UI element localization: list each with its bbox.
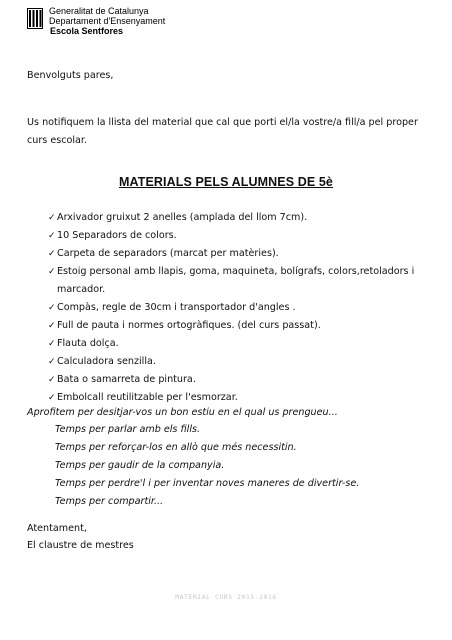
generalitat-logo-icon	[27, 8, 43, 30]
intro-paragraph: Us notifiquem la llista del material que cal que porti el/la vostre/a fill/a pel proper curs escolar.	[27, 117, 418, 146]
list-item: ✓ Bata o samarreta de pintura.	[48, 371, 428, 389]
checkmark-icon: ✓	[48, 339, 56, 349]
materials-list	[48, 209, 428, 407]
checkmark-icon: ✓	[48, 231, 56, 241]
checkmark-icon: ✓	[48, 267, 56, 277]
organization-name	[49, 6, 165, 36]
org-line-1: Generalitat de Catalunya	[49, 6, 149, 16]
checkmark-icon: ✓	[48, 213, 56, 223]
checkmark-icon: ✓	[48, 393, 56, 403]
wish-line: Temps per compartir...	[55, 496, 164, 507]
signature: El claustre de mestres	[27, 540, 134, 551]
wish-line: Temps per parlar amb els fills.	[55, 424, 201, 435]
checkmark-icon: ✓	[48, 357, 56, 367]
greeting: Benvolguts pares,	[27, 70, 114, 81]
org-line-2: Departament d'Ensenyament	[49, 16, 166, 26]
list-item: ✓ Full de pauta i normes ortogràfiques. (del curs passat).	[48, 317, 428, 335]
closing-wish: Aprofitem per desitjar-vos un bon estiu en el qual us prengueu...	[27, 407, 338, 418]
list-item: ✓ Estoig personal amb llapis, goma, maquineta, bolígrafs, colors,retoladors i marcador.	[48, 263, 428, 299]
list-item: ✓ Arxivador gruixut 2 anelles (amplada del llom 7cm).	[48, 209, 428, 227]
checkmark-icon: ✓	[48, 321, 56, 331]
page-footer: MATERIAL CURS 2015-2016	[175, 593, 277, 601]
checkmark-icon: ✓	[48, 249, 56, 259]
list-item: ✓ Carpeta de separadors (marcat per matèries).	[48, 245, 428, 263]
list-item: ✓ 10 Separadors de colors.	[48, 227, 428, 245]
checkmark-icon: ✓	[48, 375, 56, 385]
wish-line: Temps per perdre'l i per inventar noves maneres de divertir-se.	[55, 478, 360, 489]
checkmark-icon: ✓	[48, 303, 56, 313]
school-name: Escola Sentfores	[50, 26, 124, 36]
letterhead	[27, 6, 165, 36]
document-title: MATERIALS PELS ALUMNES DE 5è	[119, 175, 333, 189]
wish-line: Temps per gaudir de la companyia.	[55, 460, 225, 471]
list-item: ✓ Calculadora senzilla.	[48, 353, 428, 371]
wish-line: Temps per reforçar-los en allò que més necessitin.	[55, 442, 297, 453]
list-item: ✓ Compàs, regle de 30cm i transportador d'angles .	[48, 299, 428, 317]
list-item: ✓ Embolcall reutilitzable per l'esmorzar.	[48, 389, 428, 407]
list-item: ✓ Flauta dolça.	[48, 335, 428, 353]
signoff: Atentament,	[27, 523, 87, 534]
